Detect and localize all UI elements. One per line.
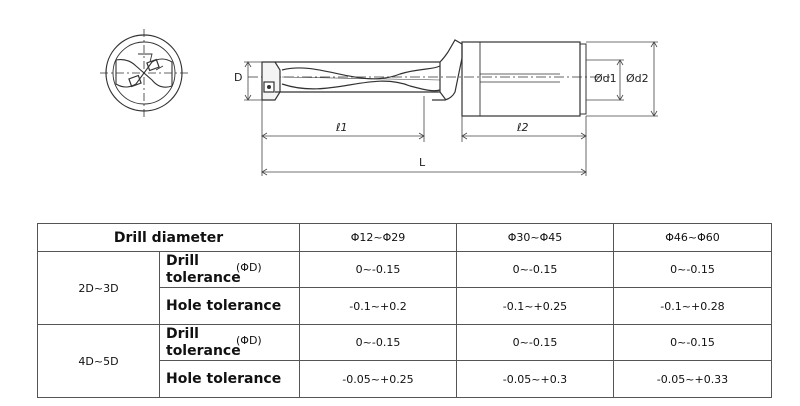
row-label-drill-tolerance <box>160 252 300 288</box>
table-header-row <box>38 224 772 252</box>
header-drill-diameter: Drill diameter <box>38 224 300 252</box>
group-label: 4D~5D <box>38 325 160 398</box>
row-label-drill-tolerance <box>160 325 300 361</box>
dim-label-d2: Ød2 <box>626 72 649 85</box>
table-cell: -0.1~+0.2 <box>300 288 457 325</box>
table-cell: 0~-0.15 <box>614 325 772 361</box>
table-cell: 0~-0.15 <box>457 325 614 361</box>
dim-label-D: D <box>234 71 243 84</box>
table-cell: -0.1~+0.25 <box>457 288 614 325</box>
table-cell: 0~-0.15 <box>300 252 457 288</box>
drill-end-view <box>100 29 190 118</box>
header-col-3: Φ46~Φ60 <box>614 224 772 252</box>
row-label-text: Hole tolerance <box>166 297 282 314</box>
table-cell: 0~-0.15 <box>457 252 614 288</box>
row-label-unit: (ΦD) <box>236 334 262 347</box>
row-label-hole-tolerance <box>160 288 300 325</box>
dim-label-L: L <box>419 156 426 169</box>
row-label-text: Drill tolerance <box>166 252 241 286</box>
row-label-text: Drill tolerance <box>166 325 241 359</box>
table-cell: -0.1~+0.28 <box>614 288 772 325</box>
table-row <box>38 325 772 361</box>
row-label-text: Hole tolerance <box>166 370 282 387</box>
row-label-unit: (ΦD) <box>236 261 262 274</box>
header-col-1: Φ12~Φ29 <box>300 224 457 252</box>
table-cell: 0~-0.15 <box>614 252 772 288</box>
drill-side-view <box>248 40 610 116</box>
row-label-hole-tolerance <box>160 361 300 398</box>
table-cell: -0.05~+0.25 <box>300 361 457 398</box>
dim-label-l1: ℓ1 <box>336 121 348 134</box>
dim-label-d1: Ød1 <box>594 72 617 85</box>
table-cell: -0.05~+0.33 <box>614 361 772 398</box>
dim-label-l2: ℓ2 <box>517 121 529 134</box>
tolerance-table <box>37 223 772 398</box>
table-cell: -0.05~+0.3 <box>457 361 614 398</box>
header-col-2: Φ30~Φ45 <box>457 224 614 252</box>
table-row <box>38 252 772 288</box>
table-cell: 0~-0.15 <box>300 325 457 361</box>
group-label: 2D~3D <box>38 252 160 325</box>
